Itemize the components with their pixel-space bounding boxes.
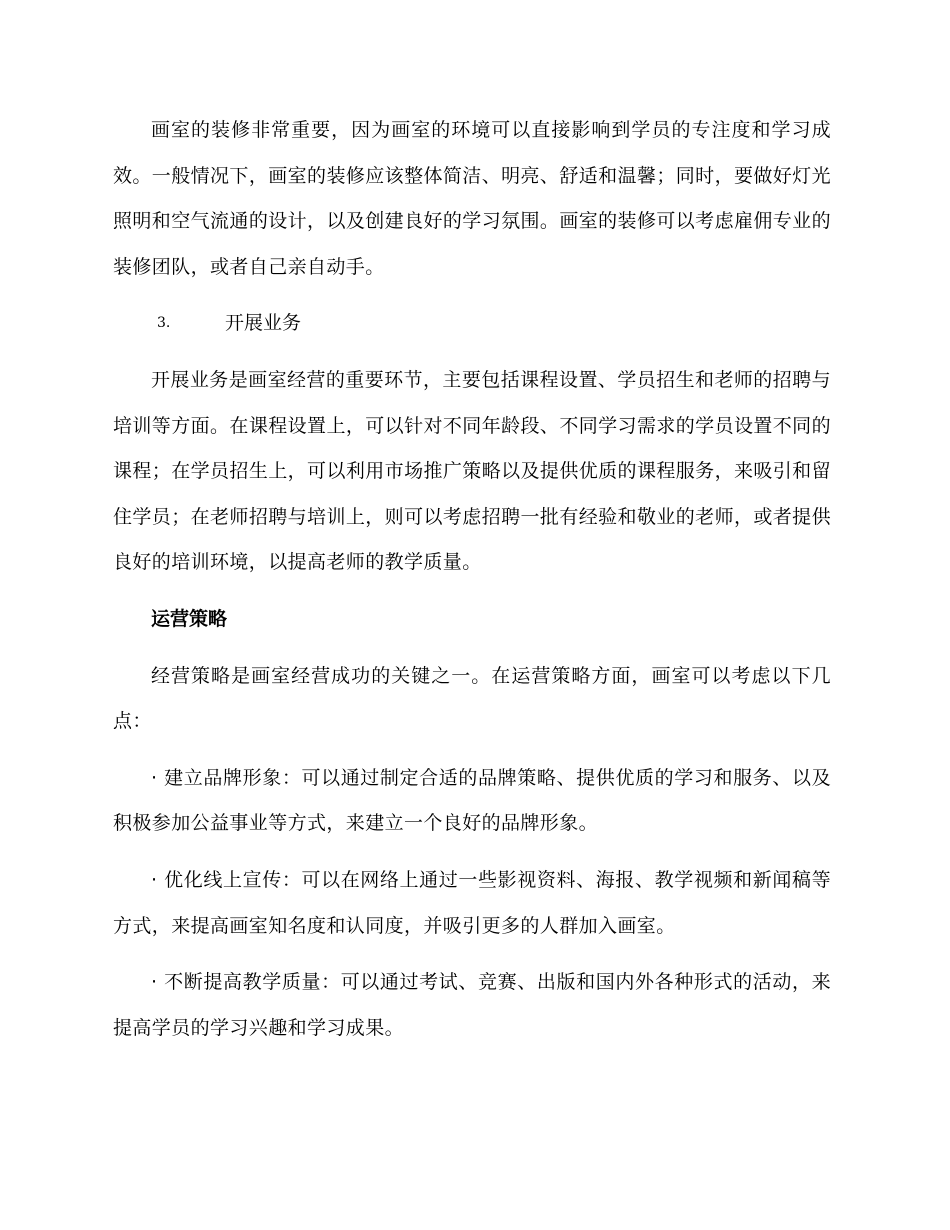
bullet-brand-image: · 建立品牌形象：可以通过制定合适的品牌策略、提供优质的学习和服务、以及积极参加公益事业等方式，来建立一个良好的品牌形象。 (113, 766, 831, 835)
bullet-online-promotion: · 优化线上宣传：可以在网络上通过一些影视资料、海报、教学视频和新闻稿等方式，来提高画室知名度和认同度，并吸引更多的人群加入画室。 (113, 868, 831, 937)
spacer (113, 949, 831, 960)
spacer (113, 745, 831, 756)
spacer (113, 347, 831, 358)
document-body (113, 108, 831, 1051)
paragraph-decoration: 画室的装修非常重要，因为画室的环境可以直接影响到学员的专注度和学习成效。一般情况下，画室的装修应该整体简洁、明亮、舒适和温馨；同时，要做好灯光照明和空气流通的设计，以及创建良好的学习氛围。画室的装修可以考虑雇佣专业的装修团队，或者自己亲自动手。 (113, 119, 831, 278)
spacer (113, 586, 831, 597)
list-heading-business (113, 301, 831, 347)
spacer (113, 847, 831, 858)
list-number: 3. (157, 315, 171, 332)
bullet-teaching-quality: · 不断提高教学质量：可以通过考试、竞赛、出版和国内外各种形式的活动，来提高学员的学习兴趣和学习成果。 (113, 971, 831, 1039)
section-title-strategy: 运营策略 (151, 607, 228, 630)
paragraph-business: 开展业务是画室经营的重要环节，主要包括课程设置、学员招生和老师的招聘与培训等方面。在课程设置上，可以针对不同年龄段、不同学习需求的学员设置不同的课程；在学员招生上，可以利用市场推广策略以及提供优质的课程服务，来吸引和留住学员；在老师招聘与培训上，则可以考虑招聘一批有经验和敬业的老师，或者提供良好的培训环境，以提高老师的教学质量。 (113, 368, 831, 574)
spacer (113, 643, 831, 654)
paragraph-strategy-intro: 经营策略是画室经营成功的关键之一。在运营策略方面，画室可以考虑以下几点： (113, 664, 831, 733)
list-title: 开展业务 (225, 312, 302, 335)
spacer (113, 290, 831, 301)
